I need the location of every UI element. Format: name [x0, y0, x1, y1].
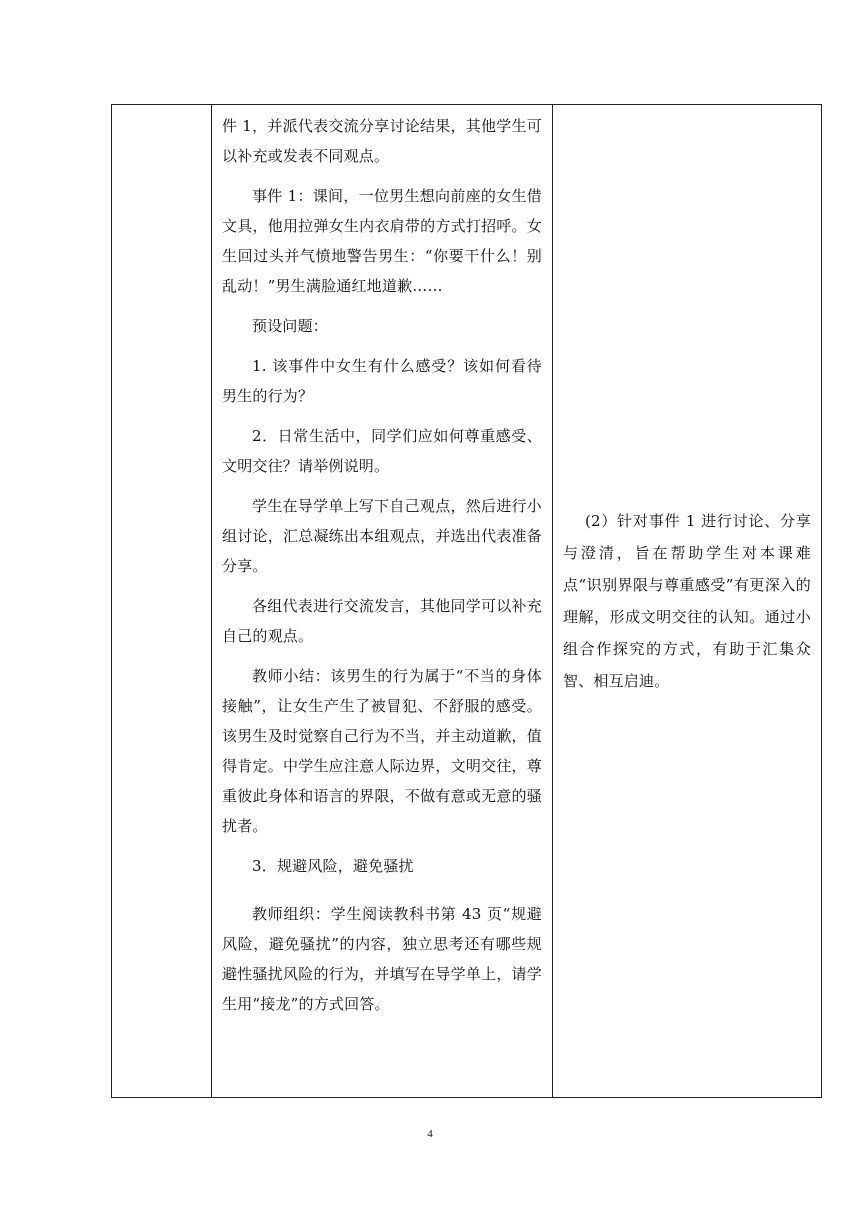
paragraph-question-2: 2．日常生活中，同学们应如何尊重感受、文明交往？请举例说明。 — [222, 427, 542, 475]
paragraph-group-report: 各组代表进行交流发言，其他同学可以补充自己的观点。 — [222, 597, 542, 645]
page-number: 4 — [427, 1128, 433, 1140]
design-intent-column-cell — [553, 105, 822, 1098]
table-row — [112, 105, 822, 1098]
design-intent-text: (2）针对事件 1 进行讨论、分享与澄清，旨在帮助学生对本课难点“识别界限与尊重感受”有更深入的理解，形成文明交往的认知。通过小组合作探究的方式，有助于汇集众智、相互启迪。 — [563, 512, 811, 690]
section-heading-avoid-risk: 3．规避风险，避免骚扰 — [252, 857, 414, 875]
paragraph-teacher-organize: 教师组织：学生阅读教科书第 43 页“规避风险，避免骚扰”的内容，独立思考还有哪些规避性骚扰风险的行为，并填写在导学单上，请学生用“接龙”的方式回答。 — [222, 905, 542, 1013]
paragraph-event-1: 事件 1：课间，一位男生想向前座的女生借文具，他用拉弹女生内衣肩带的方式打招呼。女生回过头并气愤地警告男生：“你要干什么！别乱动！”男生满脸通红地道歉…… — [222, 187, 542, 295]
paragraph-preset-questions: 预设问题： — [252, 317, 329, 335]
paragraph-continuation: 件 1，并派代表交流分享讨论结果，其他学生可以补充或发表不同观点。 — [222, 117, 542, 165]
activity-column-cell — [212, 105, 553, 1098]
paragraph-question-1: 1. 该事件中女生有什么感受？该如何看待男生的行为？ — [222, 357, 542, 405]
paragraph-teacher-summary: 教师小结：该男生的行为属于“不当的身体接触”，让女生产生了被冒犯、不舒服的感受。该男生及时觉察自己行为不当，并主动道歉，值得肯定。中学生应注意人际边界，文明交往，尊重彼此身体和语言的界限，不做有意或无意的骚扰者。 — [222, 667, 542, 835]
paragraph-student-discussion: 学生在导学单上写下自己观点，然后进行小组讨论，汇总凝练出本组观点，并选出代表准备分享。 — [222, 497, 542, 575]
left-column-cell — [112, 105, 212, 1098]
lesson-plan-table — [111, 104, 822, 1098]
